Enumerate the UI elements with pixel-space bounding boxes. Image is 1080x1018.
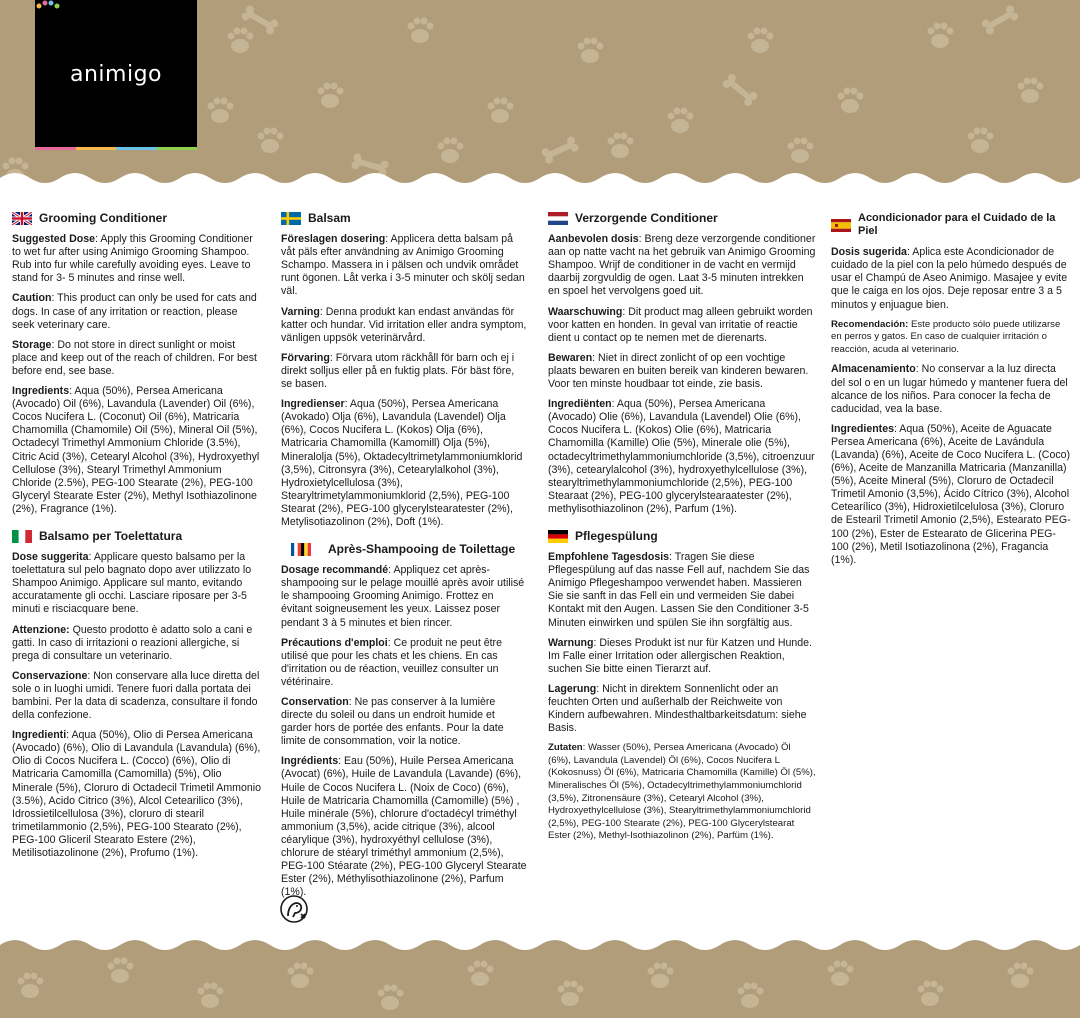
section-title xyxy=(281,212,527,225)
paragraph-dose xyxy=(548,551,816,630)
paragraph-ingredients xyxy=(548,742,816,843)
paragraph-text: : Ne pas conserver à la lumière directe du soleil ou dans un endroit humide et garder hors de portée des enfants. Pour la date limite de consommation, voir la notice. xyxy=(281,696,504,748)
paragraph-label: Zutaten xyxy=(548,742,583,754)
paragraph-dose xyxy=(548,233,816,298)
paragraph-label: Förvaring xyxy=(281,351,330,364)
paragraph-label: Caution xyxy=(12,292,52,305)
paragraph-text: : Applicare questo balsamo per la toelettatura sul pelo bagnato dopo aver utilizzato lo Shampoo Animigo. Applicare sul manto, evitando accuratamente gli occhi. Lasciare riposare per 3-5 minuti e risciacquare bene. xyxy=(12,551,252,616)
section-title xyxy=(12,212,262,225)
paragraph-ingredients xyxy=(12,729,262,860)
paragraph-text: : Ce produit ne peut être utilisé que pour les chats et les chiens. En cas d'irritation ou de réaction, veuillez consulter un vétérinaire. xyxy=(281,636,502,688)
paragraph-caution xyxy=(831,319,1071,357)
paragraph-text: : No conservar a la luz directa del sol o en un lugar húmedo y mantener fuera del alcance de los niños. Para conocer la fecha de caducidad, vea la base. xyxy=(831,363,1068,415)
paragraph-ingredients xyxy=(281,755,527,899)
paragraph-text: Questo prodotto è adatto solo a cani e gatti. In caso di irritazioni o reazioni allergiche, si prega di consultare un veterinario. xyxy=(12,623,253,662)
paragraph-text: : Tragen Sie diese Pflegespülung auf das nasse Fell auf, nachdem Sie das Animigo Pflegeshampoo verwendet haben. Massieren Sie sie sanft in das Fell ein und vermeiden Sie dabei Kontakt mit den Augen. Lassen Sie den Conditioner 3-5 Minuten einwirken und spülen Sie ihn sorgfältig aus. xyxy=(548,551,810,629)
paragraph-storage xyxy=(12,339,262,378)
column-4 xyxy=(831,212,1071,581)
paragraph-text: : Förvara utom räckhåll för barn och ej i direkt solljus eller på en fuktig plats. För bäst före, se basen. xyxy=(281,351,515,391)
logo-paw-dots-icon xyxy=(35,0,65,10)
paragraph-text: : Dit product mag alleen gebruikt worden voor katten en honden. In geval van irritatie of reactie dient u contact op te nemen met de dierenarts. xyxy=(548,305,813,344)
paragraph-label: Attenzione: xyxy=(12,623,70,636)
paragraph-label: Lagerung xyxy=(548,682,597,695)
paragraph-dose xyxy=(831,246,1071,311)
paragraph-label: Ingrédients xyxy=(281,755,339,768)
paragraph-label: Aanbevolen dosis xyxy=(548,233,639,246)
paragraph-label: Varning xyxy=(281,305,320,318)
section-title-text: Balsamo per Toelettatura xyxy=(39,528,183,543)
paragraph-storage xyxy=(281,696,527,748)
section-title-text: Pflegespülung xyxy=(575,528,658,543)
spain-flag-icon xyxy=(831,219,851,232)
paragraph-text: : Aqua (50%), Persea Americana (Avocado) Olie (6%), Lavandula (Lavendel) Olie (6%), Cocos Nucifera L. (Kokos) Olie (6%), Matricaria Chamomilla (Kamille) Olie (5%), Minerale olie (5%), octadecyltrimethylammoniumchloride (3,5%), citroenzuur (3%), cetearylalcohol (3%), hydroxyethylcellulose (3%), stearyltrimethylammoniumchloride (2,5%), PEG-100 Stearaat (2%), PEG-100 glycerylstearaatester (2%), methylisothiazolinon (2%), Parfum (1%). xyxy=(548,398,815,515)
paragraph-text: : Dieses Produkt ist nur für Katzen und Hunde. Im Falle einer Irritation oder allergischen Reaktion, suchen Sie bitte einen Tierarzt auf. xyxy=(548,636,812,675)
column-3 xyxy=(548,212,816,857)
paragraph-label: Ingredienser xyxy=(281,398,345,411)
netherlands-flag-icon xyxy=(548,212,568,225)
paragraph-label: Ingredienti xyxy=(12,729,67,742)
paragraph-text: Este producto sólo puede utilizarse en perros y gatos. En caso de cualquier irritación o reacción, acuda al veterinario. xyxy=(831,318,1061,355)
paragraph-label: Bewaren xyxy=(548,351,593,364)
paragraph-ingredients xyxy=(281,398,527,529)
section-title xyxy=(548,212,816,225)
paragraph-ingredients xyxy=(12,385,262,516)
paragraph-text: : Niet in direct zonlicht of op een vochtige plaats bewaren en buiten bereik van kinderen bewaren. Voor ten minste houdbaar tot einde, zie basis. xyxy=(548,351,809,391)
paragraph-dose xyxy=(12,551,262,616)
paragraph-ingredients xyxy=(548,398,816,516)
paragraph-label: Warnung xyxy=(548,636,594,649)
paragraph-caution xyxy=(548,306,816,345)
paragraph-dose xyxy=(281,233,527,298)
paragraph-label: Conservation xyxy=(281,696,349,708)
germany-flag-icon xyxy=(548,530,568,543)
logo-stripe xyxy=(35,147,197,150)
paragraph-label: Recomendación: xyxy=(831,318,909,330)
paragraph-dose xyxy=(12,233,262,285)
paragraph-text: : Apply this Grooming Conditioner to wet fur after using Animigo Grooming Shampoo. Rub into fur while carefully avoiding eyes. Leave to stand for 3- 5 minutes and rinse well. xyxy=(12,233,253,285)
paragraph-label: Storage xyxy=(12,338,52,351)
paragraph-dose xyxy=(281,564,527,629)
section-german xyxy=(548,530,816,843)
paragraph-label: Waarschuwing xyxy=(548,305,623,318)
column-1 xyxy=(12,212,262,874)
paragraph-text: : Appliquez cet après-shampooing sur le pelage mouillé après avoir utilisé le shampooing Grooming Animigo. Frottez en évitant soigneusement les yeux. Laissez poser pendant 3 à 5 minutes et bien rincer. xyxy=(281,564,525,629)
paragraph-label: Almacenamiento xyxy=(831,363,916,376)
paragraph-text: : Aqua (50%), Olio di Persea Americana (Avocado) (6%), Olio di Lavandula (Lavandula) (6%), Olio di Cocos Nucifera L. (Cocco) (6%), Olio di Matricaria Camomilla (Camomilla) (5%), Olio Minerale (5%), Cloruro di Octadecil Trimetil Ammonio (3.5%), Acido Citrico (3%), Alcol Cetearilico (3%), Idrossietilcellulosa (3%), cloruro di stearil trimetilammonio (2,5%), PEG-100 Stearato (2%), PEG-100 Gliceril Stearato Estere (2%), Metilisotiazolinone (2%), Profumo (1%). xyxy=(12,729,262,860)
section-title xyxy=(548,530,816,543)
footer-band xyxy=(0,935,1080,1018)
paragraph-text: : Aplica este Acondicionador de cuidado de la piel con la pelo húmedo después de usar el Champú de Aseo Animigo. Masajee y evite que le caiga en los ojos. Deje reposar entre 3 a 5 minutos y enjuague bien. xyxy=(831,246,1068,311)
uk-flag-icon xyxy=(12,212,32,225)
section-dutch xyxy=(548,212,816,516)
paragraph-label: Dose suggerita xyxy=(12,551,89,564)
section-italian xyxy=(12,530,262,860)
paragraph-caution xyxy=(281,637,527,689)
paragraph-storage xyxy=(548,352,816,391)
paragraph-text: : Wasser (50%), Persea Americana (Avocado) Öl (6%), Lavandula (Lavendel) Öl (6%), Cocos Nucifera L (Kokosnuss) Öl (6%), Matricaria Chamomilla (Kamille) Öl (5%), Mineralisches Öl (5%), Octadecyltrimethylammoniumchlorid (3,5%), Zitronensäure (3%), Cetearyl Alcohol (3%), Hydroxyethylcellulose (3%), Stearyltrimethylammoniumchlorid (2,5%), PEG-100 Stearate (2%), PEG-100 Glycerylstearat Ester (2%), Methyl-Isothiazolinon (2%), Parfüm (1%). xyxy=(548,742,816,842)
paragraph-caution xyxy=(12,292,262,331)
paragraph-storage xyxy=(831,363,1071,415)
paragraph-label: Empfohlene Tagesdosis xyxy=(548,551,670,564)
column-2 xyxy=(281,212,527,913)
paragraph-text: : Breng deze verzorgende conditioner aan op natte vacht na het gebruik van Animigo Grooming Shampoo. Wrijf de conditioner in de vacht en vermijd daarbij zorgvuldig de ogen. Laat 3-5 minuten intrekken en spoel het vervolgens goed uit. xyxy=(548,233,816,298)
paragraph-text: : Aqua (50%), Aceite de Aguacate Persea Americana (6%), Aceite de Lavándula (Lavanda) (6%), Aceite de Coco Nucifera L. (Coco) (6%), Aceite de Manzanilla Matricaria (Manzanilla) (5%), Aceite Mineral (5%), Cloruro de Octadecil Trimetil Amonio (3,5%), Ácido Cítrico (3%), Alcohol Cetearílico (3%), Hidroxietilcelulosa (3%), Cloruro de Estearil Trimetil Amonio (2,5%), Estearato PEG-100 (2%), Ester de Estearato de Glicerina PEG-100 (2%), Metil Isotiazolinona (2%), Fragancia (1%). xyxy=(831,422,1071,566)
section-title-text: Après-Shampooing de Toilettage xyxy=(328,542,516,557)
header-band xyxy=(0,0,1080,185)
section-spanish xyxy=(831,212,1071,567)
paragraph-label: Dosage recommandé xyxy=(281,564,389,577)
paragraph-label: Ingrediënten xyxy=(548,398,612,411)
paragraph-text: : This product can only be used for cats and dogs. In case of any irritation or reaction, please seek veterinary care. xyxy=(12,292,257,331)
paragraph-caution xyxy=(548,637,816,676)
paragraph-label: Ingredients xyxy=(12,385,70,398)
paw-pattern xyxy=(0,935,1080,1018)
paragraph-text: : Do not store in direct sunlight or moist place and keep out of the reach of children. For best before end, see base. xyxy=(12,338,257,377)
paragraph-label: Précautions d'emploi xyxy=(281,636,388,649)
section-title-text: Verzorgende Conditioner xyxy=(575,211,718,225)
paragraph-text: : Eau (50%), Huile Persea Americana (Avocat) (6%), Huile de Lavandula (Lavande) (6%), Huile de Cocos Nucifera L. (Noix de Coco) (6%), Huile de Matricaria Chamomilla (Camomille) (5%) , Huile minérale (5%), chlorure d'octadécyl triméthyl ammonium (3,5%), acide citrique (3%), alcool céarylique (3%), hydroxyéthyl cellulose (3%), chlorure de stéaryl triméthyl ammonium (2,5%), PEG-100 Stéarate (2%), PEG-100 Glyceryl Stearate Ester (2%), Méthylisothiazolinone (2%), Parfum (1%). xyxy=(281,755,527,899)
paragraph-text: : Aqua (50%), Persea Americana (Avocado) Oil (6%), Lavandula (Lavender) Oil (6%), Cocos Nucifera L. (Coconut) Oil (6%), Matricaria Chamomilla (Chamomile) Oil (5%), Mineral Oil (5%), Octadecyl Trimethyl Ammonium Chloride (3.5%), Citric Acid (3%), Cetearyl Alcohol (3%), Hydroxyethyl Cellulose (3%), Stearyl Trimethyl Ammonium Chloride (2.5%), PEG-100 Stearate (2%), PEG-100 Glyceryl Stearate Ester (2%), Methyl Isothiazolinone (2%), Fragrance (1%). xyxy=(12,385,260,515)
france-belgium-flag-icon xyxy=(281,543,321,556)
paragraph-label: Ingredientes xyxy=(831,422,894,435)
paragraph-text: : Aqua (50%), Persea Americana (Avokado) Olja (6%), Lavandula (Lavendel) Olja (6%), Cocos Nucifera L. (Kokos) Olja (6%), Matricaria Chamomilla (Kamomill) Olja (5%), Mineralolja (5%), Oktadecyltrimetylammoniumklorid (3,5%), Citronsyra (3%), Cetearylalkohol (3%), Hydroxietylcellulosa (3%), Stearyltrimetylammoniumklorid (2,5%), PEG-100 Stearat (2%), PEG-100 glycerylstearatester (2%), Metylisotiazolinon (2%), Doft (1%). xyxy=(281,398,523,528)
paragraph-label: Conservazione xyxy=(12,669,88,682)
section-title xyxy=(831,212,1071,238)
section-title-text: Acondicionador para el Cuidado de la Piel xyxy=(858,212,1056,238)
paragraph-storage xyxy=(548,683,816,735)
paragraph-caution xyxy=(281,306,527,345)
paragraph-text: : Denna produkt kan endast användas för katter och hundar. Vid irritation eller andra symptom, vänligen uppsök veterinärvård. xyxy=(281,305,527,344)
paragraph-label: Föreslagen dosering xyxy=(281,233,386,246)
cruelty-free-badge-icon xyxy=(279,894,311,924)
sweden-flag-icon xyxy=(281,212,301,225)
section-french xyxy=(281,543,527,899)
section-swedish xyxy=(281,212,527,529)
paragraph-label: Suggested Dose xyxy=(12,233,96,246)
section-title xyxy=(281,543,527,556)
brand-logo xyxy=(35,0,197,150)
paragraph-text: : Non conservare alla luce diretta del sole o in luoghi umidi. Tenere fuori dalla portata dei bambini. Per la data di scadenza, consultare il fondo della confezione. xyxy=(12,669,260,722)
section-title-text: Balsam xyxy=(308,211,351,225)
italy-flag-icon xyxy=(12,530,32,543)
paragraph-ingredients xyxy=(831,423,1071,567)
paragraph-text: : Nicht in direktem Sonnenlicht oder an feuchten Orten und außerhalb der Reichweite von Kindern aufbewahren. Mindesthaltbarkeitsdatum: siehe Basis. xyxy=(548,682,807,735)
paragraph-label: Dosis sugerida xyxy=(831,246,907,259)
logo-text: animigo xyxy=(69,62,162,87)
section-english xyxy=(12,212,262,516)
paragraph-storage xyxy=(281,352,527,391)
section-title-text: Grooming Conditioner xyxy=(39,211,167,225)
paragraph-caution xyxy=(12,624,262,663)
paragraph-text: : Applicera detta balsam på våt päls efter användning av Animigo Grooming Schampo. Massera in i pälsen och undvik området runt ögonen. Låt verka i 3-5 minuter och skölj sedan väl. xyxy=(281,233,525,298)
section-title xyxy=(12,530,262,543)
paragraph-storage xyxy=(12,670,262,722)
